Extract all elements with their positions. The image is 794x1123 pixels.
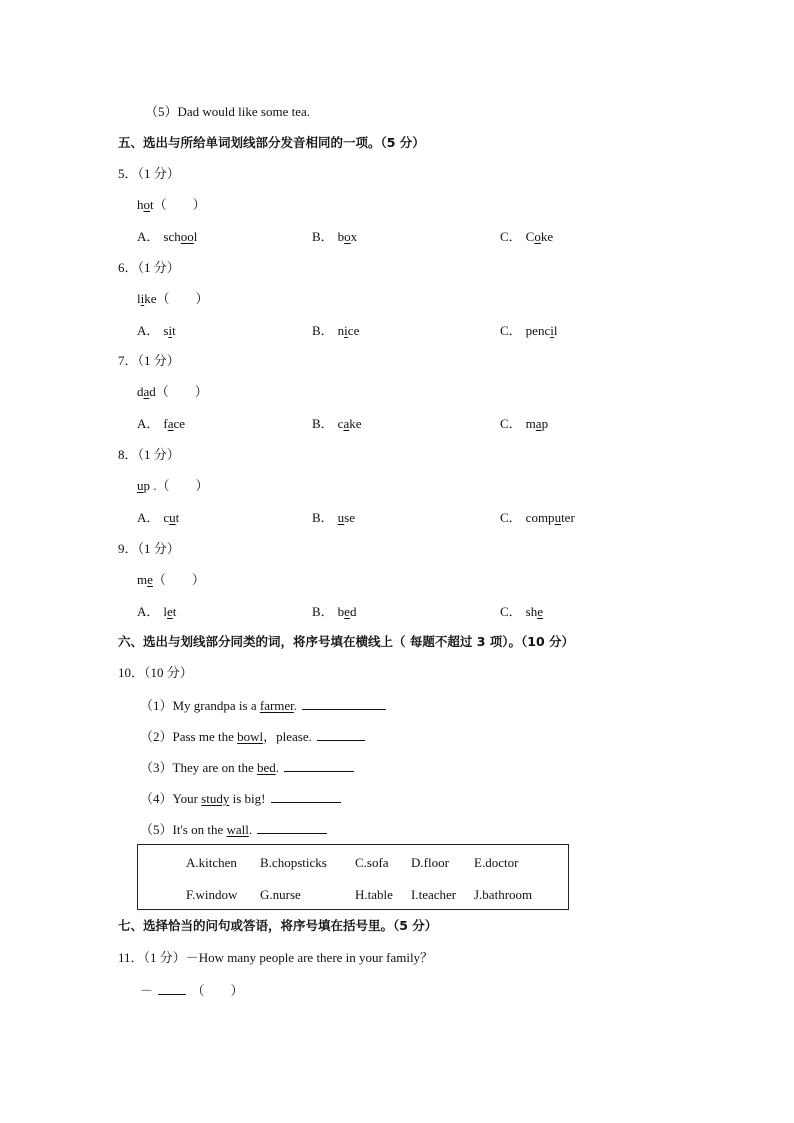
word-part: d	[349, 604, 357, 619]
option-c[interactable]	[500, 229, 553, 245]
question-stem	[137, 384, 208, 400]
option-label: A．	[137, 416, 160, 431]
option-label: C．	[500, 604, 522, 619]
underlined-letters: bowl	[237, 729, 264, 744]
word-part: h	[137, 197, 144, 212]
underlined-letters: a	[143, 384, 150, 399]
word-part: b	[337, 229, 345, 244]
word-option: J.bathroom	[474, 887, 533, 902]
option-label: A．	[137, 604, 160, 619]
word-part: c	[337, 416, 344, 431]
word-part: （5）It's on the	[140, 822, 227, 837]
word-option: A.kitchen	[186, 855, 237, 870]
word-option: I.teacher	[411, 887, 457, 902]
word-part: （2）Pass me the	[140, 729, 238, 744]
word-option: F.window	[186, 887, 238, 902]
answer-blank[interactable]	[271, 790, 341, 803]
word-part: ke	[349, 416, 362, 431]
underlined-letters: bed	[256, 760, 276, 775]
underlined-letters: u	[337, 510, 345, 525]
underlined-letters: wall	[226, 822, 249, 837]
option-label: B．	[312, 229, 334, 244]
word-part: （1）My grandpa is a	[140, 698, 260, 713]
section-title: 六、选出与划线部分同类的词，将序号填在横线上（ 每题不超过 3 项）。（10 分）	[118, 634, 575, 649]
answer-paren[interactable]: d（ ）	[149, 384, 208, 399]
question-number: 9．（1 分）	[118, 541, 180, 556]
question-stem	[137, 478, 209, 494]
word-part: .	[275, 760, 283, 775]
word-part: p	[541, 416, 549, 431]
answer-blank[interactable]	[257, 821, 327, 834]
word-part: ，please.	[263, 729, 316, 744]
word-part: ter	[561, 510, 575, 525]
word-part: ke	[540, 229, 554, 244]
answer-line	[140, 982, 244, 999]
word-part: ce	[347, 323, 360, 338]
underlined-letters: e	[167, 604, 173, 619]
answer-blank[interactable]	[158, 982, 186, 995]
word-part: t	[175, 510, 180, 525]
answer-paren: （ ）	[191, 983, 244, 998]
word-part: l	[193, 229, 198, 244]
word-part: t	[172, 604, 177, 619]
word-part: m	[137, 572, 148, 587]
word-option: C.sofa	[355, 855, 389, 870]
dash: －	[140, 983, 154, 998]
option-b[interactable]	[312, 323, 359, 339]
word-part: m	[525, 416, 536, 431]
underlined-letters: i	[140, 291, 145, 306]
question-number: 8．（1 分）	[118, 447, 180, 462]
option-label: A．	[137, 323, 160, 338]
underlined-letters: i	[168, 323, 173, 338]
option-label: B．	[312, 323, 334, 338]
word-part: （4）Your	[140, 791, 202, 806]
word-part: .	[248, 822, 256, 837]
word-part: d	[137, 384, 144, 399]
underlined-letters: i	[344, 323, 348, 338]
question-stem	[137, 572, 205, 588]
word-option: D.floor	[411, 855, 449, 870]
question-number: 6．（1 分）	[118, 260, 180, 275]
underlined-letters: o	[344, 229, 351, 244]
underlined-letters: e	[537, 604, 544, 619]
word-part: s	[163, 323, 169, 338]
underlined-letters: farmer	[259, 698, 294, 713]
option-label: A．	[137, 229, 160, 244]
option-a[interactable]	[137, 229, 197, 245]
option-a[interactable]	[137, 323, 176, 339]
underlined-letters: u	[137, 478, 144, 493]
answer-blank[interactable]	[302, 697, 386, 710]
word-part: t	[172, 323, 176, 338]
word-part: l	[553, 323, 558, 338]
question-number: 5．（1 分）	[118, 166, 180, 181]
fill-item	[140, 821, 327, 838]
underlined-letters: a	[535, 416, 542, 431]
option-label: B．	[312, 510, 334, 525]
option-a[interactable]	[137, 510, 179, 526]
word-part: penc	[525, 323, 551, 338]
word-part: ce	[173, 416, 186, 431]
word-part: （3）They are on the	[140, 760, 257, 775]
word-part: c	[163, 510, 170, 525]
word-part: comp	[525, 510, 555, 525]
option-label: B．	[312, 604, 334, 619]
word-part: sch	[163, 229, 181, 244]
answer-blank[interactable]	[317, 728, 365, 741]
underlined-letters: oo	[180, 229, 194, 244]
option-label: C．	[500, 323, 522, 338]
underlined-letters: a	[343, 416, 350, 431]
option-c[interactable]	[500, 510, 575, 526]
fill-item	[140, 759, 354, 776]
word-part: b	[337, 604, 345, 619]
answer-blank[interactable]	[284, 759, 354, 772]
underlined-letters: o	[143, 197, 150, 212]
option-b[interactable]	[312, 416, 362, 432]
section-title: 七、选择恰当的问句或答语，将序号填在括号里。（5 分）	[118, 918, 438, 933]
underlined-letters: study	[201, 791, 230, 806]
word-part: l	[137, 291, 141, 306]
word-part: x	[350, 229, 358, 244]
fill-item	[140, 728, 365, 745]
underlined-letters: i	[550, 323, 554, 338]
answer-paren[interactable]: （ ）	[152, 572, 205, 587]
option-label: C．	[500, 229, 522, 244]
word-part: C	[525, 229, 535, 244]
underlined-letters: e	[344, 604, 350, 619]
underlined-letters: e	[147, 572, 153, 587]
answer-paren[interactable]: p .（ ）	[143, 478, 209, 493]
underlined-letters: u	[169, 510, 176, 525]
word-part: f	[163, 416, 168, 431]
word-option: E.doctor	[474, 855, 519, 870]
word-part: l	[163, 604, 168, 619]
option-c[interactable]	[500, 323, 557, 339]
option-b[interactable]	[312, 229, 357, 245]
option-a[interactable]	[137, 604, 176, 620]
question-stem	[137, 291, 209, 307]
word-box	[137, 844, 569, 910]
underlined-letters: u	[554, 510, 562, 525]
fill-item	[140, 697, 386, 714]
word-part: is big!	[229, 791, 269, 806]
word-part: n	[337, 323, 345, 338]
word-part: sh	[525, 604, 538, 619]
option-a[interactable]	[137, 416, 185, 432]
option-label: C．	[500, 416, 522, 431]
underlined-letters: a	[167, 416, 174, 431]
word-option: G.nurse	[260, 887, 301, 902]
question-text: 11．（1 分）－How many people are there in your family？	[118, 950, 434, 965]
option-label: C．	[500, 510, 522, 525]
question-item: （5）Dad would like some tea.	[145, 104, 310, 119]
option-c[interactable]	[500, 604, 543, 620]
question-stem	[137, 197, 206, 213]
option-label: B．	[312, 416, 334, 431]
word-option: B.chopsticks	[260, 855, 327, 870]
word-part: .	[293, 698, 301, 713]
word-option: H.table	[355, 887, 393, 902]
option-c[interactable]	[500, 416, 548, 432]
fill-item	[140, 790, 341, 807]
section-title: 五、选出与所给单词划线部分发音相同的一项。（5 分）	[118, 135, 425, 150]
answer-paren[interactable]: t（ ）	[150, 197, 206, 212]
answer-paren[interactable]: ke（ ）	[144, 291, 209, 306]
question-number: 10．（10 分）	[118, 665, 193, 680]
option-b[interactable]	[312, 510, 355, 526]
underlined-letters: o	[534, 229, 541, 244]
word-part: se	[344, 510, 356, 525]
question-number: 7．（1 分）	[118, 353, 180, 368]
option-b[interactable]	[312, 604, 356, 620]
option-label: A．	[137, 510, 160, 525]
